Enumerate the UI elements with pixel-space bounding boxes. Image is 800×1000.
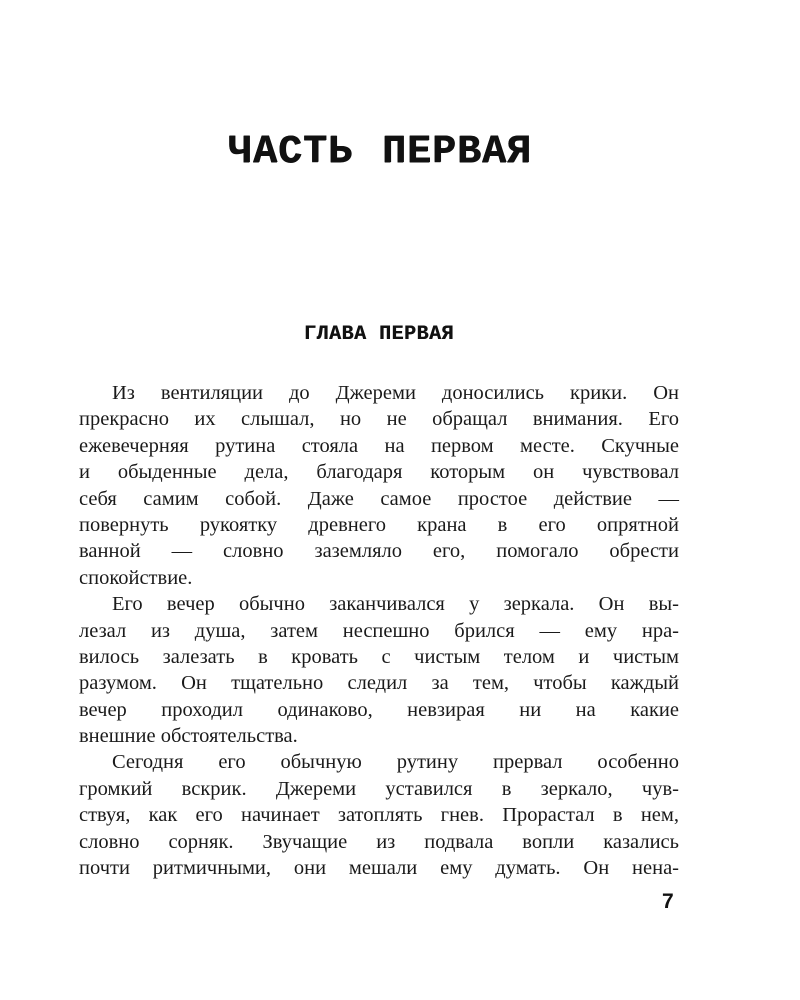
text-line: лезал из душа, затем неспешно брился — ему нра- — [79, 619, 679, 642]
text-line: повернуть рукоятку древнего крана в его опрятной — [79, 513, 679, 536]
text-line: ствуя, как его начинает затоплять гнев. Прорастал в нем, — [79, 804, 679, 827]
text-line: внешние обстоятельства. — [79, 725, 298, 748]
text-line: себя самим собой. Даже самое простое действие — — [79, 487, 679, 510]
chapter-title: ГЛАВА ПЕРВАЯ — [303, 323, 455, 346]
text-line: словно сорняк. Звучащие из подвала вопли казались — [79, 830, 679, 853]
text-line: почти ритмичными, они мешали ему думать. Он нена- — [79, 857, 679, 880]
text-line: громкий вскрик. Джереми уставился в зеркало, чув- — [79, 777, 679, 800]
text-line: разумом. Он тщательно следил за тем, чтобы каждый — [79, 672, 679, 695]
text-line: ежевечерняя рутина стояла на первом месте. Скучные — [79, 434, 679, 457]
text-line: ванной — словно заземляло его, помогало обрести — [79, 540, 679, 563]
paragraph — [79, 380, 679, 591]
page-number: 7 — [662, 890, 674, 913]
text-line: спокойствие. — [79, 566, 193, 589]
paragraph — [79, 749, 679, 881]
text-line: Его вечер обычно заканчивался у зеркала. Он вы- — [112, 593, 679, 616]
text-line: Сегодня его обычную рутину прервал особенно — [112, 751, 679, 774]
part-title: ЧАСТЬ ПЕРВАЯ — [227, 130, 533, 175]
paragraph — [79, 591, 679, 749]
text-line: прекрасно их слышал, но не обращал внимания. Его — [79, 408, 679, 431]
text-line: Из вентиляции до Джереми доносились крики. Он — [112, 382, 679, 404]
text-line: вилось залезать в кровать с чистым телом и чистым — [79, 645, 679, 668]
chapter-body — [79, 380, 679, 881]
text-line: и обыденные дела, благодаря которым он чувствовал — [79, 461, 679, 484]
text-line: вечер проходил одинаково, невзирая ни на какие — [79, 698, 679, 721]
